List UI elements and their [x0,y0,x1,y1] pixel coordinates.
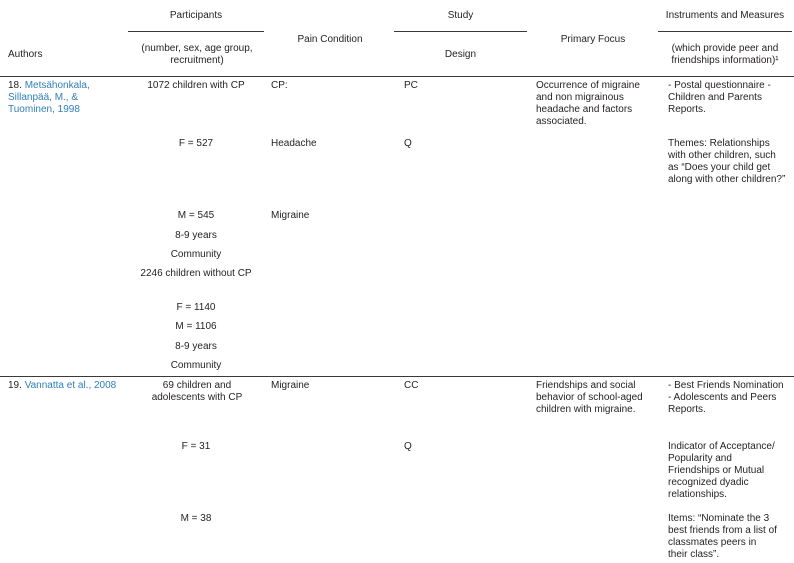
row18-pain-line: CP: [271,80,288,91]
row19-participants-line: F = 31 [181,441,211,452]
row19-authors-link[interactable]: Vannatta et al., 2008 [24,380,117,391]
header-participants: Participants [169,10,223,21]
header-bottom-rule [0,76,794,77]
header-top-rule-instruments [658,31,792,32]
row19-instruments-line: Indicator of Acceptance/ Popularity and Friendships or Mutual recognized dyadic relationships. [668,441,775,500]
header-pain-condition: Pain Condition [297,34,363,45]
row-separator-rule [0,376,794,377]
row18-instruments-line: Themes: Relationships with other children, such as “Does your child get along with other children?” [668,138,786,185]
row18-participants-line: M = 1106 [175,321,217,332]
row18-participants-line: F = 527 [178,138,214,149]
row19-design-line: CC [404,380,419,391]
row18-participants-line: 2246 children without CP [140,268,252,279]
row18-pain-line: Migraine [271,210,310,221]
row18-authors-link[interactable]: Metsähonkala, Sillanpää, M., & Tuominen, 1998 [8,80,90,115]
row18-primary-focus: Occurrence of migraine and non migrainous headache and factors associated. [536,80,640,127]
row18-design-line: PC [404,80,418,91]
header-primary-focus: Primary Focus [560,34,626,45]
row19-instruments-line: - Best Friends Nomination - Adolescents and Peers Reports. [668,380,784,415]
row18-authors [8,80,126,116]
header-participants-sub: (number, sex, age group, recruitment) [141,43,253,66]
header-top-rule-study [394,31,527,32]
row19-participants-line: 69 children and adolescents with CP [151,380,243,403]
header-design: Design [444,49,477,60]
row19-index: 19. [8,380,22,391]
row18-participants-line: M = 545 [177,210,215,221]
header-instruments: Instruments and Measures [665,10,785,21]
row18-design-line: Q [404,138,412,149]
row18-participants-line: Community [170,360,222,371]
row19-pain-line: Migraine [271,380,310,391]
header-study: Study [447,10,474,21]
row19-instruments-line: Items: “Nominate the 3 best friends from a list of classmates peers in their class”. [668,513,777,560]
row19-participants-line: M = 38 [180,513,212,524]
row19-authors [8,380,126,392]
row18-pain-line: Headache [271,138,317,149]
row18-index: 18. [8,80,22,91]
row18-instruments-line: - Postal questionnaire - Children and Parents Reports. [668,80,771,115]
row18-participants-line: 8-9 years [175,341,217,352]
row18-participants-line: F = 1140 [176,302,216,313]
row19-primary-focus: Friendships and social behavior of school-aged children with migraine. [536,380,643,415]
row18-participants-line: 8-9 years [175,230,217,241]
header-authors: Authors [8,49,43,60]
header-instruments-sub: (which provide peer and friendships information)¹ [671,43,779,66]
row18-participants-line: 1072 children with CP [147,80,245,91]
header-top-rule-participants [128,31,264,32]
row19-design-line: Q [404,441,412,452]
row18-participants-line: Community [170,249,222,260]
